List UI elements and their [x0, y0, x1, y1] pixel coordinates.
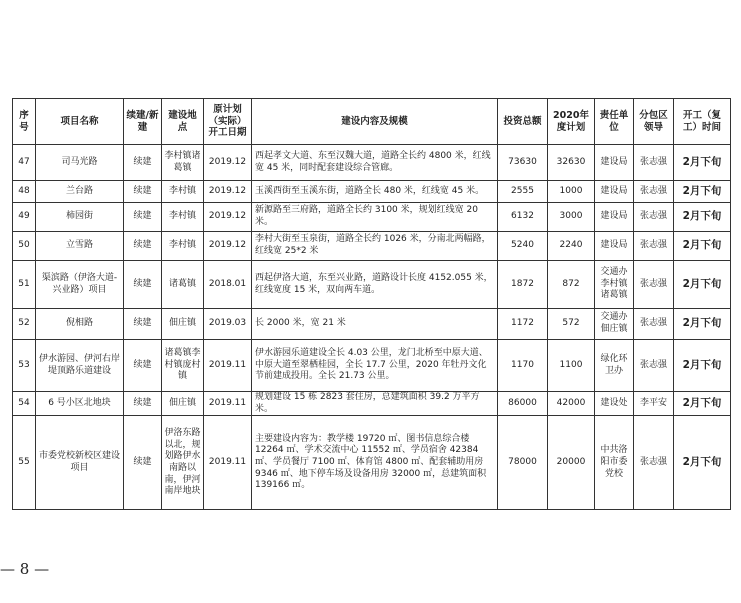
cell-location: 李村镇 [162, 181, 204, 203]
cell-annual-plan: 572 [548, 309, 595, 340]
cell-total-investment: 6132 [498, 203, 548, 232]
cell-start-time: 2月下旬 [674, 261, 731, 309]
column-header: 续建/新建 [124, 99, 162, 145]
cell-type: 续建 [124, 416, 162, 510]
cell-start-time: 2月下旬 [674, 309, 731, 340]
cell-type: 续建 [124, 181, 162, 203]
cell-leader: 张志强 [634, 232, 674, 261]
cell-leader: 张志强 [634, 203, 674, 232]
cell-location: 李村镇诸葛镇 [162, 145, 204, 181]
cell-leader: 张志强 [634, 340, 674, 392]
cell-annual-plan: 1100 [548, 340, 595, 392]
cell-type: 续建 [124, 203, 162, 232]
column-header: 分包区领导 [634, 99, 674, 145]
cell-total-investment: 78000 [498, 416, 548, 510]
cell-content: 新源路至三府路，道路全长约 3100 米，规划红线宽 20 米。 [252, 203, 498, 232]
cell-number: 52 [13, 309, 36, 340]
table-row [13, 145, 731, 181]
cell-leader: 张志强 [634, 309, 674, 340]
cell-content: 伊水游园乐道建设全长 4.03 公里，龙门北桥至中原大道、中原大道至翠栖桂园，全长 17.7 公里，2020 年牡丹文化节前建成投用。全长 21.73 公里。 [252, 340, 498, 392]
cell-total-investment: 1170 [498, 340, 548, 392]
table-row [13, 416, 731, 510]
cell-number: 50 [13, 232, 36, 261]
cell-project-name: 伊水游园、伊河右岸堤顶路乐道建设 [36, 340, 124, 392]
table-row [13, 181, 731, 203]
cell-leader: 张志强 [634, 261, 674, 309]
cell-annual-plan: 20000 [548, 416, 595, 510]
cell-type: 续建 [124, 392, 162, 416]
column-header: 开工（复工）时间 [674, 99, 731, 145]
cell-location: 佃庄镇 [162, 392, 204, 416]
cell-annual-plan: 3000 [548, 203, 595, 232]
cell-annual-plan: 32630 [548, 145, 595, 181]
cell-location: 诸葛镇李村镇庞村镇 [162, 340, 204, 392]
project-table [12, 98, 731, 510]
cell-project-name: 渠滨路（伊洛大道-兴业路）项目 [36, 261, 124, 309]
cell-start-time: 2月下旬 [674, 181, 731, 203]
table-row [13, 309, 731, 340]
cell-total-investment: 5240 [498, 232, 548, 261]
cell-start-date: 2019.12 [204, 203, 252, 232]
cell-responsible-unit: 交通办佃庄镇 [595, 309, 634, 340]
cell-start-date: 2018.01 [204, 261, 252, 309]
table-body [13, 145, 731, 510]
cell-type: 续建 [124, 309, 162, 340]
cell-content: 西起伊洛大道，东至兴业路，道路设计长度 4152.055 米，红线宽度 15 米，双向两车道。 [252, 261, 498, 309]
cell-start-time: 2月下旬 [674, 416, 731, 510]
cell-responsible-unit: 建设局 [595, 181, 634, 203]
cell-start-date: 2019.12 [204, 145, 252, 181]
cell-start-time: 2月下旬 [674, 203, 731, 232]
cell-location: 诸葛镇 [162, 261, 204, 309]
cell-number: 48 [13, 181, 36, 203]
cell-start-date: 2019.11 [204, 340, 252, 392]
column-header: 2020年度计划 [548, 99, 595, 145]
cell-number: 49 [13, 203, 36, 232]
cell-total-investment: 2555 [498, 181, 548, 203]
cell-number: 54 [13, 392, 36, 416]
cell-location: 佃庄镇 [162, 309, 204, 340]
cell-responsible-unit: 中共洛阳市委党校 [595, 416, 634, 510]
cell-total-investment: 1872 [498, 261, 548, 309]
cell-start-date: 2019.12 [204, 232, 252, 261]
cell-type: 续建 [124, 232, 162, 261]
cell-start-date: 2019.11 [204, 416, 252, 510]
cell-leader: 张志强 [634, 181, 674, 203]
cell-type: 续建 [124, 261, 162, 309]
cell-content: 规划建设 15 栋 2823 套住房，总建筑面积 39.2 万平方米。 [252, 392, 498, 416]
column-header: 项目名称 [36, 99, 124, 145]
cell-responsible-unit: 建设局 [595, 232, 634, 261]
cell-number: 47 [13, 145, 36, 181]
column-header: 原计划（实际）开工日期 [204, 99, 252, 145]
cell-project-name: 兰台路 [36, 181, 124, 203]
table-row [13, 232, 731, 261]
table-row [13, 340, 731, 392]
cell-responsible-unit: 交通办李村镇诸葛镇 [595, 261, 634, 309]
cell-content: 主要建设内容为：教学楼 19720 ㎡、图书信息综合楼 12264 ㎡、学术交流中心 11552 ㎡、学员宿舍 42384 ㎡、学员餐厅 7100 ㎡、体育馆 4800 ㎡、配套辅助用房 9346 ㎡、地下停车场及设备用房 32000 ㎡，总建筑面积 139166 ㎡。 [252, 416, 498, 510]
cell-project-name: 立雪路 [36, 232, 124, 261]
cell-location: 李村镇 [162, 232, 204, 261]
cell-start-date: 2019.11 [204, 392, 252, 416]
column-header: 建设内容及规模 [252, 99, 498, 145]
cell-content: 西起孝文大道、东至汉魏大道，道路全长约 4800 米，红线宽 45 米，同时配套建设综合管廊。 [252, 145, 498, 181]
cell-annual-plan: 2240 [548, 232, 595, 261]
page-number: — 8 — [0, 560, 50, 578]
cell-content: 玉溪西街至玉溪东街，道路全长 480 米，红线宽 45 米。 [252, 181, 498, 203]
table-row [13, 261, 731, 309]
table-row [13, 392, 731, 416]
cell-responsible-unit: 绿化环卫办 [595, 340, 634, 392]
table-header-row [13, 99, 731, 145]
cell-leader: 李平安 [634, 392, 674, 416]
cell-start-time: 2月下旬 [674, 392, 731, 416]
column-header: 序号 [13, 99, 36, 145]
cell-number: 53 [13, 340, 36, 392]
cell-annual-plan: 872 [548, 261, 595, 309]
cell-leader: 张志强 [634, 145, 674, 181]
table-row [13, 203, 731, 232]
cell-responsible-unit: 建设处 [595, 392, 634, 416]
cell-location: 伊洛东路以北，规划路伊水南路以南，伊河南岸地块 [162, 416, 204, 510]
cell-responsible-unit: 建设局 [595, 145, 634, 181]
cell-content: 长 2000 米，宽 21 米 [252, 309, 498, 340]
cell-start-date: 2019.12 [204, 181, 252, 203]
cell-project-name: 市委党校新校区建设项目 [36, 416, 124, 510]
cell-type: 续建 [124, 340, 162, 392]
cell-responsible-unit: 建设局 [595, 203, 634, 232]
cell-start-date: 2019.03 [204, 309, 252, 340]
cell-project-name: 6 号小区北地块 [36, 392, 124, 416]
cell-number: 55 [13, 416, 36, 510]
cell-content: 李村大街至玉泉街，道路全长约 1026 米，分南北两幅路，红线宽 25*2 米 [252, 232, 498, 261]
column-header: 责任单位 [595, 99, 634, 145]
cell-total-investment: 86000 [498, 392, 548, 416]
cell-type: 续建 [124, 145, 162, 181]
cell-start-time: 2月下旬 [674, 340, 731, 392]
cell-annual-plan: 42000 [548, 392, 595, 416]
column-header: 建设地点 [162, 99, 204, 145]
cell-total-investment: 73630 [498, 145, 548, 181]
cell-total-investment: 1172 [498, 309, 548, 340]
cell-start-time: 2月下旬 [674, 232, 731, 261]
cell-project-name: 柿园街 [36, 203, 124, 232]
cell-project-name: 倪相路 [36, 309, 124, 340]
cell-start-time: 2月下旬 [674, 145, 731, 181]
cell-annual-plan: 1000 [548, 181, 595, 203]
cell-leader: 张志强 [634, 416, 674, 510]
cell-number: 51 [13, 261, 36, 309]
cell-location: 李村镇 [162, 203, 204, 232]
cell-project-name: 司马光路 [36, 145, 124, 181]
column-header: 投资总额 [498, 99, 548, 145]
